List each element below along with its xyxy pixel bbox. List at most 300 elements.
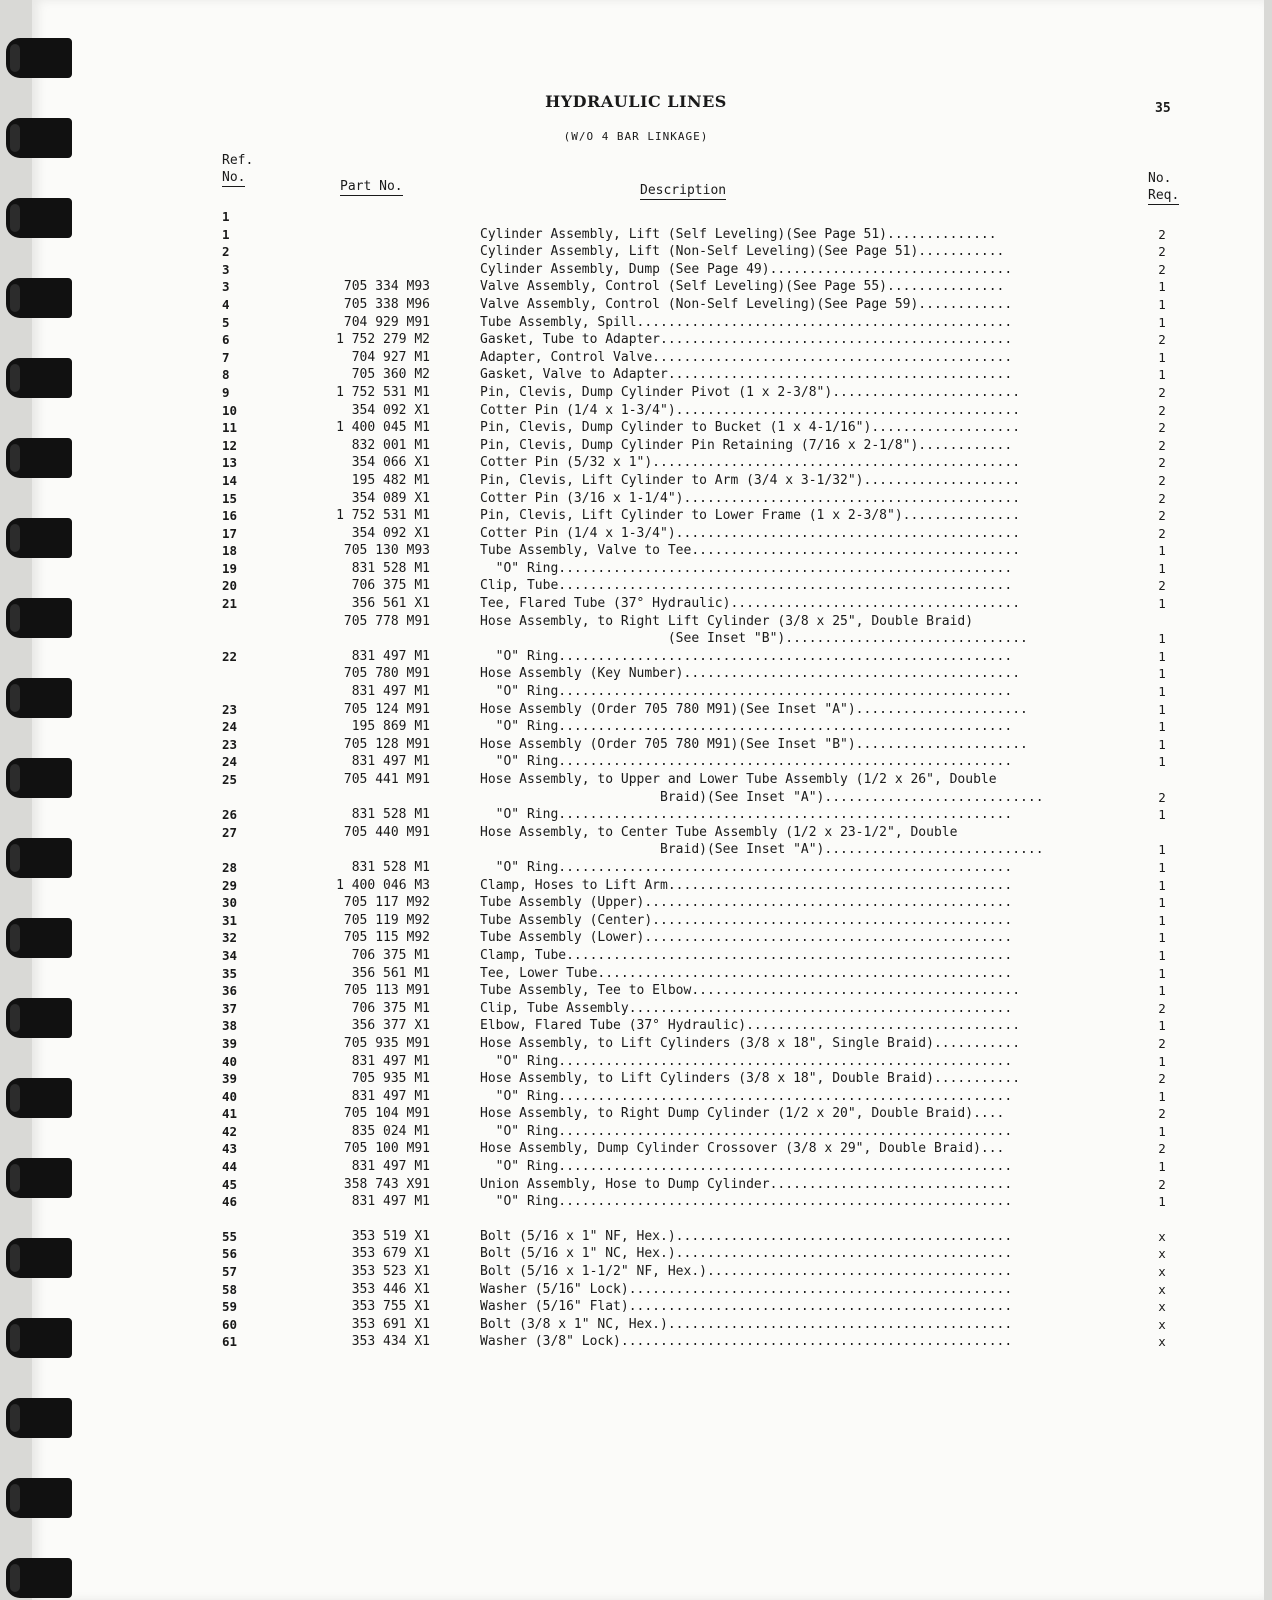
description-cell: "O" Ring..........................................................: [480, 1159, 1013, 1175]
ref-cell: 24: [222, 719, 238, 735]
part-number-cell: 832 001 M1: [351, 437, 430, 453]
part-number-cell: 705 100 M91: [343, 1141, 430, 1157]
parts-table: [0, 208, 1272, 1351]
quantity-cell: 1: [1158, 701, 1166, 717]
part-number-cell: 358 743 X91: [343, 1176, 430, 1192]
quantity-cell: x: [1158, 1281, 1166, 1297]
quantity-cell: 1: [1158, 666, 1166, 682]
table-row: [0, 771, 1272, 789]
description-cell: Clamp, Tube.........................................................: [480, 947, 1013, 963]
part-number-cell: 705 115 M92: [343, 930, 430, 946]
part-number-cell: 705 128 M91: [343, 736, 430, 752]
description-cell: "O" Ring..........................................................: [480, 1053, 1013, 1069]
description-cell: Tube Assembly (Center)..............................................: [480, 912, 1013, 928]
description-header-label: Description: [640, 183, 727, 198]
quantity-cell: 1: [1158, 754, 1166, 770]
part-number-cell: 831 497 M1: [351, 1053, 430, 1069]
description-cell: Tube Assembly, Valve to Tee..........................................: [480, 543, 1021, 559]
page-subtitle: (W/O 4 BAR LINKAGE): [563, 130, 709, 143]
quantity-cell: 1: [1158, 842, 1166, 858]
quantity-cell: 1: [1158, 648, 1166, 664]
table-row: [0, 877, 1272, 895]
description-cell: Tube Assembly, Spill................................................: [480, 314, 1013, 330]
quantity-cell: x: [1158, 1316, 1166, 1332]
table-row: [0, 542, 1272, 560]
table-row: [0, 1140, 1272, 1158]
binding-ring: [6, 838, 72, 878]
part-number-cell: 704 929 M91: [343, 314, 430, 330]
quantity-cell: 2: [1158, 384, 1166, 400]
description-cell: Elbow, Flared Tube (37° Hydraulic)...................................: [480, 1018, 1021, 1034]
binding-ring: [6, 758, 72, 798]
part-number-cell: 354 092 X1: [351, 402, 430, 418]
quantity-cell: x: [1158, 1264, 1166, 1280]
description-cell: Hose Assembly, to Lift Cylinders (3/8 x 18", Double Braid)...........: [480, 1071, 1021, 1087]
part-number-cell: 831 497 M1: [351, 1194, 430, 1210]
part-number-cell: 353 446 X1: [351, 1281, 430, 1297]
table-row: [0, 630, 1272, 648]
table-row: [0, 226, 1272, 244]
ref-cell: 58: [222, 1281, 238, 1297]
description-cell: Washer (3/8" Lock)..................................................: [480, 1334, 1013, 1350]
table-row: [0, 789, 1272, 807]
description-cell: Braid)(See Inset "A")............................: [480, 789, 1044, 805]
table-row: [0, 982, 1272, 1000]
table-row: [0, 384, 1272, 402]
description-cell: Clamp, Hoses to Lift Arm............................................: [480, 877, 1013, 893]
part-number-cell: 353 679 X1: [351, 1246, 430, 1262]
quantity-cell: 1: [1158, 965, 1166, 981]
part-number-cell: 705 113 M91: [343, 983, 430, 999]
ref-cell: 16: [222, 508, 238, 524]
ref-cell: 11: [222, 420, 238, 436]
quantity-cell: 2: [1158, 1176, 1166, 1192]
part-number-cell: 705 935 M1: [351, 1071, 430, 1087]
part-number-cell: 831 497 M1: [351, 648, 430, 664]
table-row: [0, 1176, 1272, 1194]
ref-cell: 20: [222, 578, 238, 594]
ref-cell: 55: [222, 1228, 238, 1244]
part-number-cell: 705 334 M93: [343, 279, 430, 295]
ref-cell: 61: [222, 1334, 238, 1350]
part-number-cell: 705 935 M91: [343, 1035, 430, 1051]
ref-cell: 46: [222, 1194, 238, 1210]
quantity-cell: 1: [1158, 1018, 1166, 1034]
quantity-cell: 2: [1158, 1141, 1166, 1157]
quantity-cell: 2: [1158, 1106, 1166, 1122]
description-cell: Tube Assembly (Lower)...............................................: [480, 930, 1013, 946]
part-number-cell: 705 124 M91: [343, 701, 430, 717]
description-cell: Hose Assembly, to Center Tube Assembly (1/2 x 23-1/2", Double: [480, 824, 958, 840]
table-row: [0, 1123, 1272, 1141]
description-cell: Tube Assembly (Upper)...............................................: [480, 895, 1013, 911]
quantity-cell: 1: [1158, 631, 1166, 647]
ref-cell: 13: [222, 455, 238, 471]
ref-cell: 34: [222, 947, 238, 963]
quantity-cell: 2: [1158, 1000, 1166, 1016]
ref-header: [222, 152, 253, 187]
description-cell: Cotter Pin (3/16 x 1-1/4")...........................................: [480, 490, 1021, 506]
ref-cell: 60: [222, 1316, 238, 1332]
description-cell: (See Inset "B")...............................: [480, 631, 1028, 647]
part-number-cell: 706 375 M1: [351, 1000, 430, 1016]
ref-cell: 57: [222, 1264, 238, 1280]
part-number-cell: 353 523 X1: [351, 1264, 430, 1280]
binding-ring: [6, 1478, 72, 1518]
description-cell: Bolt (5/16 x 1-1/2" NF, Hex.).......................................: [480, 1264, 1013, 1280]
ref-cell: 19: [222, 560, 238, 576]
description-cell: Valve Assembly, Control (Self Leveling)(See Page 55)...............: [480, 279, 1005, 295]
binding-ring: [6, 38, 72, 78]
table-row: [0, 525, 1272, 543]
quantity-cell: 1: [1158, 859, 1166, 875]
ref-cell: 24: [222, 754, 238, 770]
part-number-cell: 705 338 M96: [343, 296, 430, 312]
table-row: [0, 595, 1272, 613]
description-cell: Adapter, Control Valve..............................................: [480, 349, 1013, 365]
part-number-cell: 705 119 M92: [343, 912, 430, 928]
ref-cell: 14: [222, 472, 238, 488]
description-cell: Pin, Clevis, Lift Cylinder to Arm (3/4 x 3-1/32")....................: [480, 472, 1021, 488]
part-number-cell: 831 497 M1: [351, 1159, 430, 1175]
ref-cell: 37: [222, 1000, 238, 1016]
description-cell: Gasket, Valve to Adapter............................................: [480, 367, 1013, 383]
part-number-cell: 705 441 M91: [343, 772, 430, 787]
description-cell: "O" Ring..........................................................: [480, 807, 1013, 823]
description-cell: Clip, Tube Assembly.................................................: [480, 1000, 1013, 1016]
table-row: [0, 912, 1272, 930]
ref-cell: 1: [222, 226, 230, 242]
ref-cell: 6: [222, 332, 230, 348]
description-cell: Tee, Lower Tube.....................................................: [480, 965, 1013, 981]
description-cell: "O" Ring..........................................................: [480, 684, 1013, 700]
quantity-cell: 2: [1158, 244, 1166, 260]
part-number-cell: 354 066 X1: [351, 455, 430, 471]
part-number-cell: 1 752 531 M1: [336, 508, 430, 524]
table-row: [0, 824, 1272, 842]
description-cell: Washer (5/16" Lock).................................................: [480, 1281, 1013, 1297]
quantity-cell: 2: [1158, 261, 1166, 277]
part-number-cell: 195 869 M1: [351, 719, 430, 735]
ref-cell: 9: [222, 384, 230, 400]
table-row: [0, 490, 1272, 508]
ref-cell: 27: [222, 824, 238, 840]
quantity-cell: x: [1158, 1228, 1166, 1244]
description-cell: Cotter Pin (1/4 x 1-3/4")............................................: [480, 525, 1021, 541]
table-row: [0, 261, 1272, 279]
quantity-cell: 2: [1158, 226, 1166, 242]
quantity-cell: 1: [1158, 684, 1166, 700]
description-cell: "O" Ring..........................................................: [480, 1088, 1013, 1104]
description-cell: "O" Ring..........................................................: [480, 1123, 1013, 1139]
table-row: [0, 894, 1272, 912]
ref-cell: 4: [222, 296, 230, 312]
table-row: [0, 366, 1272, 384]
quantity-cell: x: [1158, 1334, 1166, 1350]
description-cell: Hose Assembly, to Right Lift Cylinder (3/8 x 25", Double Braid): [480, 613, 974, 629]
ref-cell: 35: [222, 965, 238, 981]
ref-cell: 40: [222, 1053, 238, 1069]
part-number-cell: 705 440 M91: [343, 824, 430, 840]
table-row: [0, 1333, 1272, 1351]
ref-cell: 39: [222, 1071, 238, 1087]
part-number-cell: 353 434 X1: [351, 1334, 430, 1350]
quantity-cell: 2: [1158, 1071, 1166, 1087]
part-number-cell: 831 497 M1: [351, 1088, 430, 1104]
table-row: [0, 613, 1272, 631]
description-cell: Clip, Tube..........................................................: [480, 578, 1013, 594]
description-cell: Hose Assembly, Dump Cylinder Crossover (3/8 x 29", Double Braid)...: [480, 1141, 1005, 1157]
ref-cell: 15: [222, 490, 238, 506]
table-row: [0, 1263, 1272, 1281]
description-cell: Bolt (3/8 x 1" NC, Hex.)............................................: [480, 1316, 1013, 1332]
quantity-cell: 2: [1158, 789, 1166, 805]
spiral-binding: [0, 0, 80, 1600]
part-number-cell: 1 752 531 M1: [336, 384, 430, 400]
quantity-cell: 1: [1158, 807, 1166, 823]
ref-cell: 43: [222, 1141, 238, 1157]
quantity-cell: 2: [1158, 508, 1166, 524]
part-number-cell: 706 375 M1: [351, 947, 430, 963]
qty-header: [1148, 170, 1179, 205]
part-number-cell: 704 927 M1: [351, 349, 430, 365]
description-cell: Hose Assembly, to Lift Cylinders (3/8 x 18", Single Braid)...........: [480, 1035, 1021, 1051]
ref-header-line1: Ref.: [222, 153, 254, 168]
table-row: [0, 296, 1272, 314]
quantity-cell: 1: [1158, 314, 1166, 330]
part-header: [340, 178, 403, 196]
part-number-cell: 831 497 M1: [351, 754, 430, 770]
page-title: HYDRAULIC LINES: [545, 92, 727, 111]
table-row: [0, 1035, 1272, 1053]
ref-cell: 32: [222, 930, 238, 946]
ref-cell: 28: [222, 859, 238, 875]
description-cell: "O" Ring..........................................................: [480, 560, 1013, 576]
ref-cell: 22: [222, 648, 238, 664]
table-row: [0, 243, 1272, 261]
table-row: [0, 753, 1272, 771]
table-row: [0, 577, 1272, 595]
table-row: [0, 1193, 1272, 1211]
part-header-label: Part No.: [340, 179, 403, 194]
part-number-cell: 353 691 X1: [351, 1316, 430, 1332]
ref-cell: 3: [222, 279, 230, 295]
table-row: [0, 331, 1272, 349]
table-row: [0, 454, 1272, 472]
quantity-cell: 1: [1158, 983, 1166, 999]
description-cell: Hose Assembly, to Upper and Lower Tube Assembly (1/2 x 26", Double: [480, 772, 997, 787]
quantity-cell: 2: [1158, 578, 1166, 594]
ref-cell: 10: [222, 402, 238, 418]
quantity-cell: 1: [1158, 1088, 1166, 1104]
qty-header-line1: No.: [1148, 171, 1172, 186]
page-number: 35: [1155, 101, 1171, 116]
ref-cell: 8: [222, 367, 230, 383]
quantity-cell: 1: [1158, 947, 1166, 963]
ref-cell: 29: [222, 877, 238, 893]
description-cell: Pin, Clevis, Dump Cylinder to Bucket (1 x 4-1/16")...................: [480, 420, 1021, 436]
description-cell: Cylinder Assembly, Dump (See Page 49)...............................: [480, 261, 1013, 277]
description-cell: Braid)(See Inset "A")............................: [480, 842, 1044, 858]
table-row: [0, 929, 1272, 947]
table-row: [0, 1298, 1272, 1316]
quantity-cell: 1: [1158, 367, 1166, 383]
description-cell: Pin, Clevis, Dump Cylinder Pin Retaining (7/16 x 2-1/8")............: [480, 437, 1013, 453]
part-number-cell: 705 130 M93: [343, 543, 430, 559]
table-row: [0, 841, 1272, 859]
quantity-cell: 1: [1158, 1159, 1166, 1175]
table-row: [0, 1070, 1272, 1088]
description-cell: "O" Ring..........................................................: [480, 754, 1013, 770]
description-cell: "O" Ring..........................................................: [480, 1194, 1013, 1210]
table-row: [0, 349, 1272, 367]
table-row: [0, 419, 1272, 437]
description-cell: Hose Assembly (Order 705 780 M91)(See Inset "A")......................: [480, 701, 1028, 717]
description-cell: Valve Assembly, Control (Non-Self Leveling)(See Page 59)............: [480, 296, 1013, 312]
ref-cell: 38: [222, 1018, 238, 1034]
quantity-cell: 2: [1158, 1035, 1166, 1051]
description-cell: Cotter Pin (5/32 x 1")...............................................: [480, 455, 1021, 471]
binding-ring: [6, 1558, 72, 1598]
quantity-cell: 1: [1158, 736, 1166, 752]
table-row: [0, 1053, 1272, 1071]
part-number-cell: 1 400 045 M1: [336, 420, 430, 436]
quantity-cell: 1: [1158, 912, 1166, 928]
ref-cell: 7: [222, 349, 230, 365]
quantity-cell: 1: [1158, 560, 1166, 576]
ref-cell: 23: [222, 701, 238, 717]
quantity-cell: 2: [1158, 490, 1166, 506]
binding-ring: [6, 1078, 72, 1118]
description-cell: Union Assembly, Hose to Dump Cylinder...............................: [480, 1176, 1013, 1192]
binding-ring: [6, 918, 72, 958]
description-cell: Pin, Clevis, Lift Cylinder to Lower Frame (1 x 2-3/8")...............: [480, 508, 1021, 524]
table-row: [0, 718, 1272, 736]
part-number-cell: 356 561 M1: [351, 965, 430, 981]
part-number-cell: 353 755 X1: [351, 1299, 430, 1315]
table-row: [0, 437, 1272, 455]
table-row: [0, 560, 1272, 578]
part-number-cell: 354 092 X1: [351, 525, 430, 541]
description-cell: Cylinder Assembly, Lift (Non-Self Leveling)(See Page 51)...........: [480, 244, 1005, 260]
ref-cell: 30: [222, 895, 238, 911]
table-row: [0, 1281, 1272, 1299]
table-row: [0, 472, 1272, 490]
binding-ring: [6, 198, 72, 238]
quantity-cell: 1: [1158, 543, 1166, 559]
table-row: [0, 665, 1272, 683]
quantity-cell: x: [1158, 1299, 1166, 1315]
table-row: [0, 1245, 1272, 1263]
quantity-cell: 1: [1158, 296, 1166, 312]
ref-header-line2: No.: [222, 170, 246, 185]
ref-cell: 59: [222, 1299, 238, 1315]
binding-ring: [6, 598, 72, 638]
description-cell: Gasket, Tube to Adapter.............................................: [480, 332, 1013, 348]
table-row: [0, 402, 1272, 420]
ref-cell: 26: [222, 807, 238, 823]
quantity-cell: 1: [1158, 1194, 1166, 1210]
ref-cell: 45: [222, 1176, 238, 1192]
quantity-cell: 1: [1158, 930, 1166, 946]
table-row: [0, 648, 1272, 666]
ref-cell: 21: [222, 596, 238, 612]
ref-cell: 23: [222, 736, 238, 752]
quantity-cell: 1: [1158, 349, 1166, 365]
binding-ring: [6, 1238, 72, 1278]
ref-cell: 39: [222, 1035, 238, 1051]
table-row: [0, 314, 1272, 332]
table-row: [0, 507, 1272, 525]
table-row: [0, 701, 1272, 719]
binding-ring: [6, 118, 72, 158]
table-row: [0, 1088, 1272, 1106]
part-number-cell: 705 104 M91: [343, 1106, 430, 1122]
ref-cell: 1: [222, 209, 230, 224]
ref-cell: 31: [222, 912, 238, 928]
table-row: [0, 1228, 1272, 1246]
binding-ring: [6, 518, 72, 558]
part-number-cell: 831 497 M1: [351, 684, 430, 700]
binding-ring: [6, 278, 72, 318]
part-number-cell: 353 519 X1: [351, 1228, 430, 1244]
table-row: [0, 806, 1272, 824]
part-number-cell: 831 528 M1: [351, 560, 430, 576]
binding-ring: [6, 358, 72, 398]
description-cell: "O" Ring..........................................................: [480, 719, 1013, 735]
part-number-cell: 1 752 279 M2: [336, 332, 430, 348]
description-cell: Cylinder Assembly, Lift (Self Leveling)(See Page 51)..............: [480, 226, 997, 242]
quantity-cell: 2: [1158, 525, 1166, 541]
table-row: [0, 208, 1272, 226]
quantity-cell: 1: [1158, 279, 1166, 295]
ref-cell: 18: [222, 543, 238, 559]
ref-cell: 25: [222, 772, 238, 787]
table-row: [0, 859, 1272, 877]
part-number-cell: 356 377 X1: [351, 1018, 430, 1034]
ref-cell: 36: [222, 983, 238, 999]
part-number-cell: 831 528 M1: [351, 807, 430, 823]
binding-ring: [6, 438, 72, 478]
ref-cell: 42: [222, 1123, 238, 1139]
description-header: [640, 182, 726, 200]
binding-ring: [6, 998, 72, 1038]
ref-cell: 5: [222, 314, 230, 330]
part-number-cell: 835 024 M1: [351, 1123, 430, 1139]
table-row: [0, 736, 1272, 754]
qty-header-line2: Req.: [1148, 188, 1180, 203]
table-row: [0, 1158, 1272, 1176]
table-row: [0, 683, 1272, 701]
part-number-cell: 706 375 M1: [351, 578, 430, 594]
part-number-cell: 354 089 X1: [351, 490, 430, 506]
quantity-cell: 1: [1158, 596, 1166, 612]
quantity-cell: 1: [1158, 719, 1166, 735]
description-cell: Cotter Pin (1/4 x 1-3/4")............................................: [480, 402, 1021, 418]
quantity-cell: 1: [1158, 895, 1166, 911]
description-cell: Pin, Clevis, Dump Cylinder Pivot (1 x 2-3/8")........................: [480, 384, 1021, 400]
binding-ring: [6, 1158, 72, 1198]
quantity-cell: 2: [1158, 420, 1166, 436]
part-number-cell: 195 482 M1: [351, 472, 430, 488]
quantity-cell: x: [1158, 1246, 1166, 1262]
part-number-cell: 705 778 M91: [343, 613, 430, 629]
ref-cell: 41: [222, 1106, 238, 1122]
quantity-cell: 2: [1158, 332, 1166, 348]
description-cell: "O" Ring..........................................................: [480, 859, 1013, 875]
description-cell: Bolt (5/16 x 1" NF, Hex.)...........................................: [480, 1228, 1013, 1244]
ref-cell: 44: [222, 1159, 238, 1175]
